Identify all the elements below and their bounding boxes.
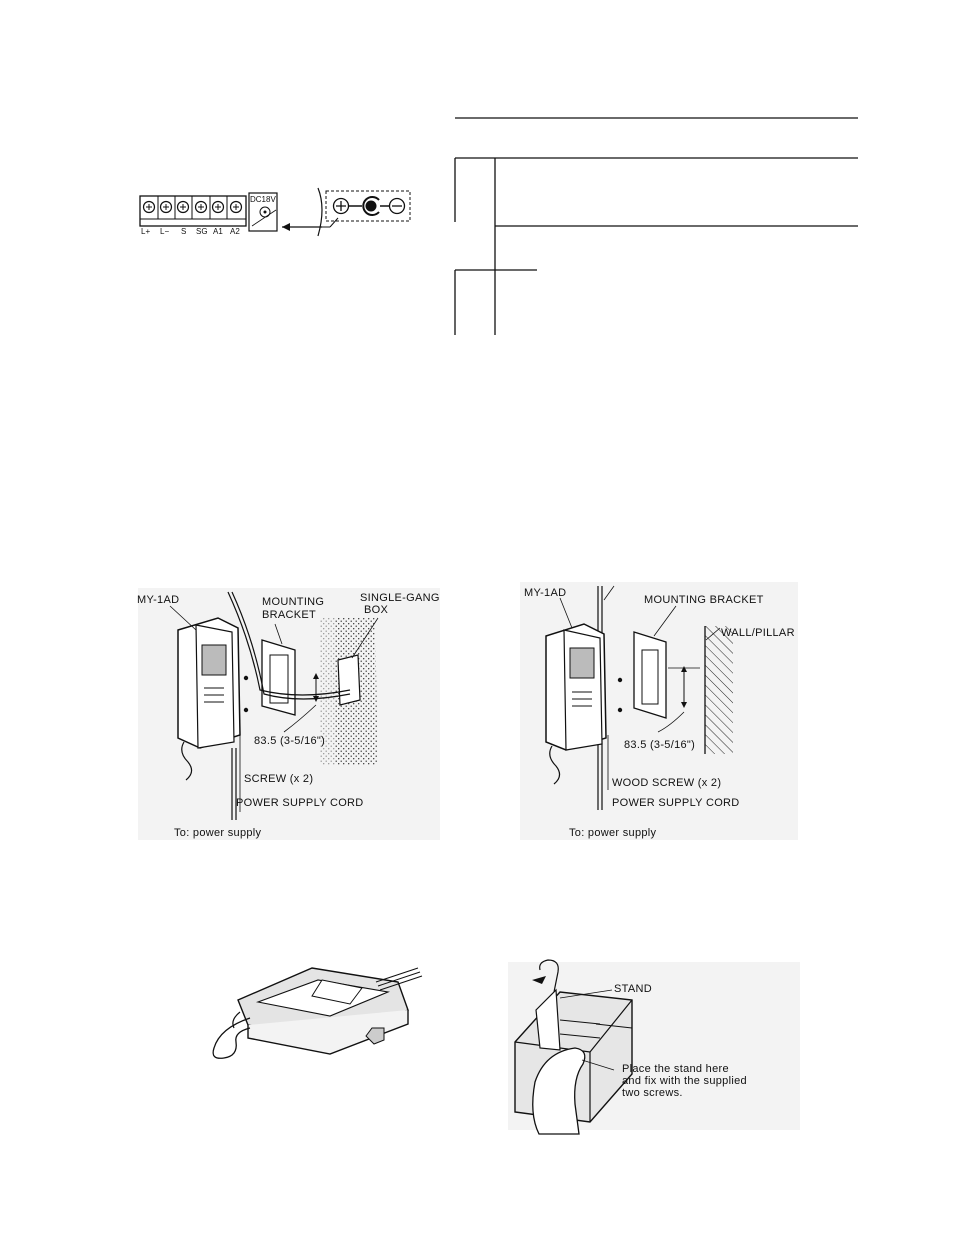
terminal-label-lminus: L− bbox=[160, 227, 170, 236]
flush-unit-label: MY-1AD bbox=[137, 594, 180, 606]
flush-screw-label: SCREW (x 2) bbox=[244, 773, 314, 785]
surface-dimension-label: 83.5 (3-5/16") bbox=[624, 739, 696, 751]
flush-dimension-label: 83.5 (3-5/16") bbox=[254, 735, 326, 747]
surface-screw-label: WOOD SCREW (x 2) bbox=[612, 777, 722, 789]
stand-label: STAND bbox=[614, 983, 652, 995]
flush-box-label-2: BOX bbox=[364, 604, 389, 616]
terminal-label-sg: SG bbox=[196, 227, 208, 236]
surface-mount-illustration bbox=[520, 582, 798, 840]
terminal-screws bbox=[144, 196, 242, 219]
flush-cord-label: POWER SUPPLY CORD bbox=[236, 797, 364, 809]
stand-instruction-1: Place the stand here bbox=[622, 1063, 729, 1075]
surface-to-label: To: power supply bbox=[569, 827, 657, 839]
flush-to-label: To: power supply bbox=[174, 827, 262, 839]
blank-table bbox=[455, 118, 858, 335]
flush-mount-illustration bbox=[137, 588, 440, 840]
surface-wall-label: WALL/PILLAR bbox=[721, 627, 795, 639]
desktop-unit-illustration bbox=[213, 968, 422, 1058]
surface-bracket-label: MOUNTING BRACKET bbox=[644, 594, 764, 606]
stand-illustration bbox=[508, 960, 800, 1134]
stand-instruction-3: two screws. bbox=[622, 1087, 683, 1099]
terminal-label-s: S bbox=[181, 227, 187, 236]
surface-cord-label: POWER SUPPLY CORD bbox=[612, 797, 740, 809]
arrow-left-icon bbox=[282, 223, 290, 231]
flush-box-label-1: SINGLE-GANG bbox=[360, 592, 440, 604]
terminal-label-lplus: L+ bbox=[141, 227, 151, 236]
terminal-label-a1: A1 bbox=[213, 227, 223, 236]
flush-bracket-label-2: BRACKET bbox=[262, 609, 317, 621]
stand-instruction-2: and fix with the supplied bbox=[622, 1075, 747, 1087]
terminal-block bbox=[140, 188, 410, 236]
dc-label: DC18V bbox=[250, 195, 276, 204]
flush-bracket-label-1: MOUNTING bbox=[262, 596, 325, 608]
surface-unit-label: MY-1AD bbox=[524, 587, 567, 599]
terminal-label-a2: A2 bbox=[230, 227, 240, 236]
